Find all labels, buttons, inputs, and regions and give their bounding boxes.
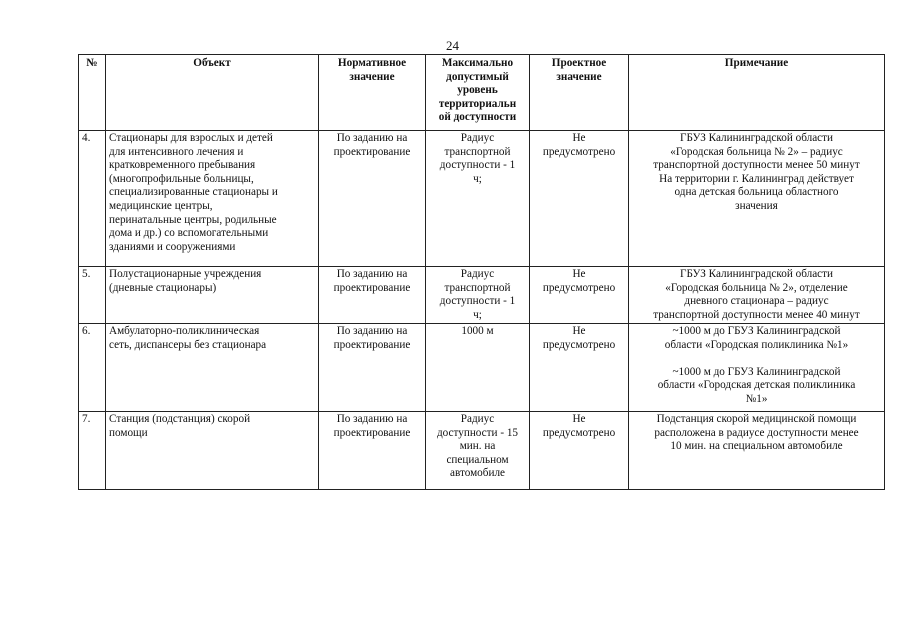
cell-line: доступности - 1 (439, 295, 516, 308)
cell-line: медицинские центры, (109, 199, 213, 212)
cell-max-accessibility (426, 267, 530, 324)
cell-line: уровень (457, 84, 498, 97)
cell-object (106, 267, 319, 324)
cell-line: транспортной доступности менее 50 минут (653, 159, 860, 172)
cell-line: допустимый (446, 70, 509, 83)
cell-line: доступности - 1 (439, 159, 516, 172)
cell-line: специализированные стационары и (109, 186, 278, 199)
cell-line: Нормативное (337, 57, 407, 69)
cell-line: Полустационарные учреждения (109, 268, 262, 280)
cell-project-value (530, 267, 629, 324)
cell-line: зданиями и сооружениями (109, 240, 236, 253)
cell-line: ~1000 м до ГБУЗ Калининградской (672, 365, 841, 378)
cell-normative-value (319, 412, 426, 490)
cell-line: Не (572, 132, 586, 144)
cell-line: области «Городская детская поликлиника (657, 379, 856, 392)
cell-line: расположена в радиусе доступности менее (654, 426, 859, 439)
cell-line: ГБУЗ Калининградской области (679, 268, 834, 280)
cell-line: проектирование (333, 338, 411, 351)
cell-line: Не (572, 268, 586, 280)
cell-line: для интенсивного лечения и (109, 145, 244, 158)
cell-normative-value (319, 131, 426, 267)
header-object (106, 55, 319, 131)
cell-line: На территории г. Калининград действует (659, 172, 854, 185)
cell-max-accessibility (426, 324, 530, 412)
cell-line: По заданию на (336, 132, 408, 144)
cell-line: Примечание (724, 57, 789, 69)
cell-project-value (530, 412, 629, 490)
table-row (79, 267, 885, 324)
cell-line: Максимально (441, 57, 514, 69)
header-note (629, 55, 885, 131)
cell-line: ч; (473, 172, 482, 185)
cell-line: сеть, диспансеры без стационара (109, 338, 267, 351)
cell-line: мин. на (459, 440, 496, 453)
cell-line: Подстанция скорой медицинской помощи (656, 413, 857, 425)
cell-line: Не (572, 325, 586, 337)
cell-line: ч; (473, 308, 482, 321)
cell-line: проектирование (333, 281, 411, 294)
cell-line: Станция (подстанция) скорой (109, 413, 251, 425)
cell-line: территориальн (438, 97, 517, 110)
table-header-row (79, 55, 885, 131)
cell-line: предусмотрено (542, 281, 616, 294)
cell-line: Проектное (551, 57, 607, 69)
cell-number: 4. (79, 131, 106, 267)
cell-line: 1000 м (461, 325, 494, 337)
medical-facilities-table (78, 54, 885, 490)
cell-line: Радиус (460, 413, 495, 425)
cell-line (632, 352, 881, 366)
cell-normative-value (319, 267, 426, 324)
cell-number: 5. (79, 267, 106, 324)
cell-line: транспортной (444, 145, 511, 158)
cell-object (106, 324, 319, 412)
cell-project-value (530, 324, 629, 412)
cell-line: № (86, 57, 98, 69)
cell-object (106, 412, 319, 490)
cell-line: По заданию на (336, 325, 408, 337)
cell-line: Стационары для взрослых и детей (109, 132, 273, 144)
cell-line: предусмотрено (542, 338, 616, 351)
cell-normative-value (319, 324, 426, 412)
cell-line: 10 мин. на специальном автомобиле (670, 440, 843, 453)
cell-line: автомобиле (450, 467, 505, 480)
cell-line: «Городская больница № 2» – радиус (670, 145, 843, 158)
cell-line: «Городская больница № 2», отделение (665, 281, 848, 294)
table-row (79, 412, 885, 490)
cell-line: №1» (745, 392, 768, 405)
cell-line: специальном (446, 453, 509, 466)
cell-note (629, 267, 885, 324)
cell-line: ой доступности (438, 111, 517, 124)
table-row (79, 131, 885, 267)
cell-line: предусмотрено (542, 426, 616, 439)
cell-note (629, 412, 885, 490)
cell-line: предусмотрено (542, 145, 616, 158)
cell-line: (многопрофильные больницы, (109, 172, 254, 185)
header-number (79, 55, 106, 131)
cell-project-value (530, 131, 629, 267)
cell-line: дома и др.) со вспомогательными (109, 227, 269, 240)
cell-line: кратковременного пребывания (109, 159, 256, 172)
cell-line: помощи (109, 426, 148, 439)
cell-line: проектирование (333, 145, 411, 158)
cell-line: доступности - 15 (436, 426, 519, 439)
cell-max-accessibility (426, 131, 530, 267)
cell-line: ГБУЗ Калининградской области (679, 132, 834, 144)
header-max-accessibility (426, 55, 530, 131)
cell-object (106, 131, 319, 267)
cell-line: значения (735, 199, 778, 212)
table-row (79, 324, 885, 412)
cell-line: одна детская больница областного (674, 186, 839, 199)
cell-line: ~1000 м до ГБУЗ Калининградской (672, 325, 841, 337)
cell-line: По заданию на (336, 268, 408, 280)
cell-line: области «Городская поликлиника №1» (664, 338, 849, 351)
cell-line: (дневные стационары) (109, 281, 217, 294)
cell-line: По заданию на (336, 413, 408, 425)
cell-line: транспортной (444, 281, 511, 294)
cell-line: транспортной доступности менее 40 минут (653, 308, 860, 321)
cell-line: значение (556, 70, 602, 83)
cell-line: Амбулаторно-поликлиническая (109, 325, 260, 337)
cell-note (629, 131, 885, 267)
cell-line: Радиус (460, 132, 495, 144)
cell-line: значение (349, 70, 395, 83)
cell-number: 6. (79, 324, 106, 412)
page-number: 24 (446, 38, 459, 53)
header-normative-value (319, 55, 426, 131)
cell-note (629, 324, 885, 412)
header-project-value (530, 55, 629, 131)
cell-line: перинатальные центры, родильные (109, 213, 277, 226)
cell-max-accessibility (426, 412, 530, 490)
cell-number: 7. (79, 412, 106, 490)
cell-line: проектирование (333, 426, 411, 439)
cell-line: Объект (193, 57, 231, 69)
table-body (79, 131, 885, 490)
cell-line: Радиус (460, 268, 495, 280)
cell-line: дневного стационара – радиус (684, 295, 829, 308)
cell-line: Не (572, 413, 586, 425)
